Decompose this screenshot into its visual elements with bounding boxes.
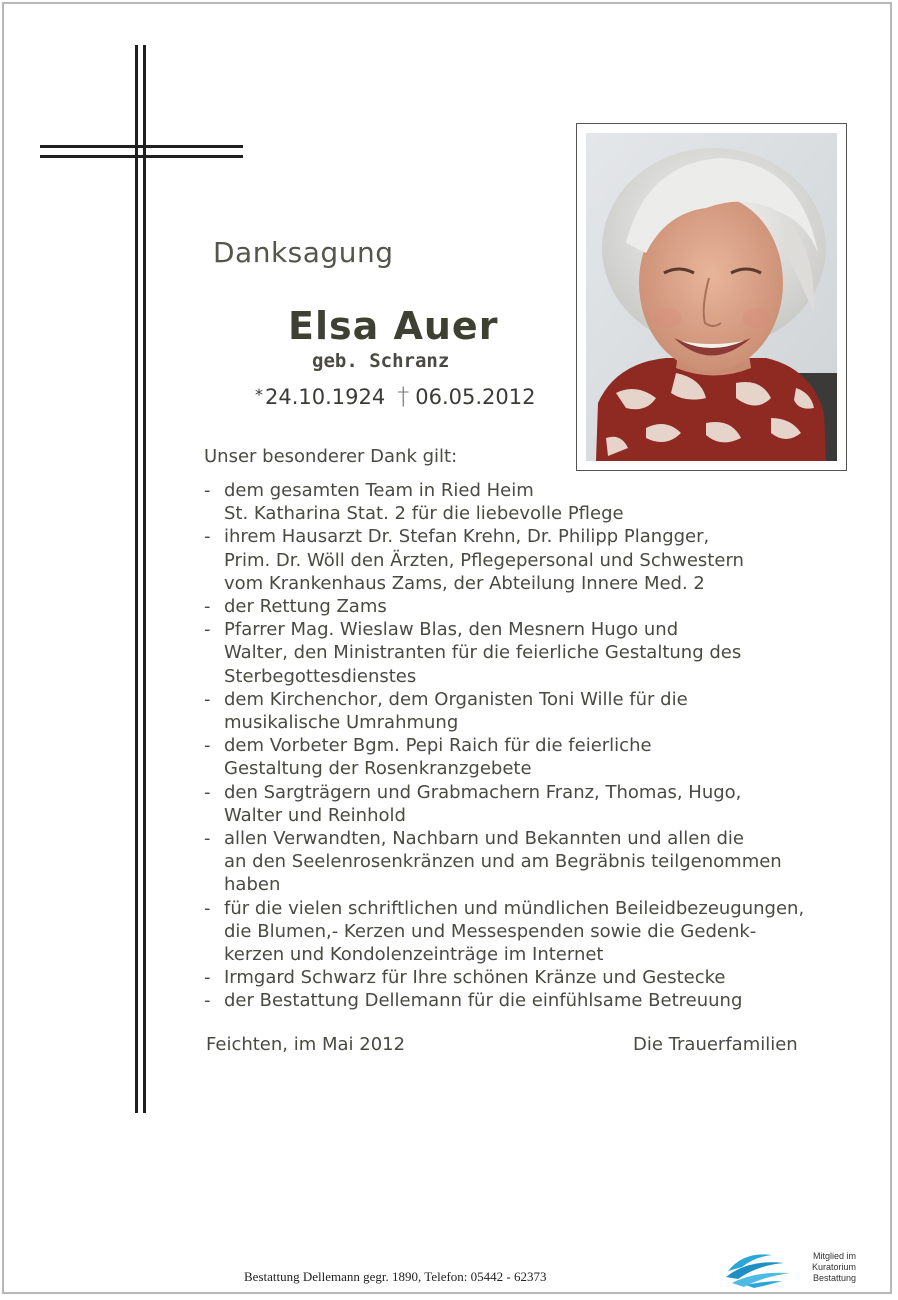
page-title: Danksagung	[213, 236, 394, 269]
list-item: - dem Vorbeter Bgm. Pepi Raich für die feierliche Gestaltung der Rosenkranzgebete	[204, 734, 844, 780]
deceased-name: Elsa Auer	[288, 304, 499, 348]
footer-contact: Bestattung Dellemann gegr. 1890, Telefon: 05442 - 62373	[244, 1269, 547, 1284]
list-item: - der Rettung Zams	[204, 595, 844, 618]
list-item: - der Bestattung Dellemann für die einfühlsame Betreuung	[204, 989, 844, 1012]
kuratorium-logo	[724, 1247, 854, 1289]
closing-signature: Die Trauerfamilien	[633, 1034, 798, 1055]
portrait-photo	[586, 133, 837, 461]
death-date: 06.05.2012	[415, 385, 536, 409]
list-item: - allen Verwandten, Nachbarn und Bekannten und allen die an den Seelenrosenkränzen und am Begräbnis teilgenommen haben	[204, 827, 844, 897]
list-item: - dem Kirchenchor, dem Organisten Toni Wille für die musikalische Umrahmung	[204, 688, 844, 734]
swirl-logo-icon	[724, 1247, 794, 1289]
list-item: - für die vielen schriftlichen und mündlichen Beileidbezeugungen, die Blumen,- Kerzen und Messespenden sowie die Gedenk- kerzen und Kondolenzeinträge im Internet	[204, 897, 844, 967]
portrait-frame	[576, 123, 847, 471]
maiden-name: geb. Schranz	[312, 350, 450, 372]
dagger-icon: †	[397, 382, 410, 410]
logo-line-1: Mitglied im	[812, 1251, 856, 1261]
list-item: - ihrem Hausarzt Dr. Stefan Krehn, Dr. Philipp Plangger, Prim. Dr. Wöll den Ärzten, Pflegepersonal und Schwestern vom Krankenhaus Zams, der Abteilung Innere Med. 2	[204, 525, 844, 595]
list-item: - Pfarrer Mag. Wieslaw Blas, den Mesnern Hugo und Walter, den Ministranten für die feierliche Gestaltung des Sterbegottesdienstes	[204, 618, 844, 688]
list-item: - dem gesamten Team in Ried Heim St. Katharina Stat. 2 für die liebevolle Pflege	[204, 479, 844, 525]
thanks-intro: Unser besonderer Dank gilt:	[204, 446, 458, 467]
list-item: - Irmgard Schwarz für Ihre schönen Kränze und Gestecke	[204, 966, 844, 989]
thanks-list	[204, 479, 844, 1013]
life-dates	[255, 382, 536, 410]
logo-line-2: Kuratorium Bestattung	[811, 1262, 856, 1283]
birth-star-icon: *	[255, 385, 263, 404]
list-item: - den Sargträgern und Grabmachern Franz, Thomas, Hugo, Walter und Reinhold	[204, 781, 844, 827]
birth-date: 24.10.1924	[265, 385, 386, 409]
closing-place-date: Feichten, im Mai 2012	[206, 1034, 406, 1055]
